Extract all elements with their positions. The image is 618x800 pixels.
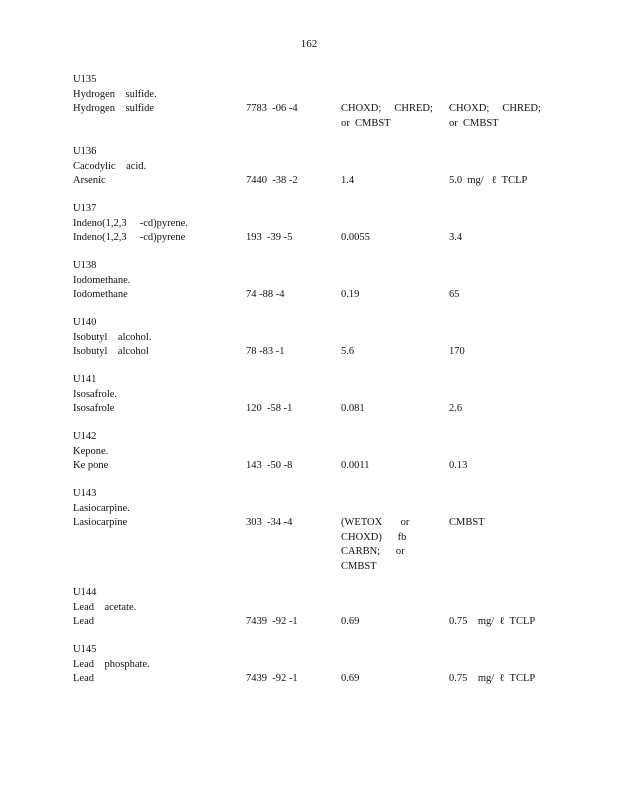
cas-number: 7439 -92 -1 bbox=[246, 616, 298, 627]
cas-number: 120 -58 -1 bbox=[246, 403, 293, 414]
cas-number: 193 -39 -5 bbox=[246, 232, 293, 243]
wastewater-standard: 1.4 bbox=[341, 175, 355, 186]
waste-name: Cacodylic acid. bbox=[73, 160, 147, 172]
cas-number: 7440 -38 -2 bbox=[246, 175, 298, 186]
waste-entry bbox=[73, 145, 573, 189]
cas-number: 143 -50 -8 bbox=[246, 460, 293, 471]
waste-code: U145 bbox=[73, 644, 97, 655]
nonwastewater-standard: 0.75 mg/ ℓ TCLP bbox=[449, 616, 536, 627]
waste-name: Isosafrole. bbox=[73, 388, 118, 400]
waste-code: U135 bbox=[73, 74, 97, 85]
waste-name: Iodomethane. bbox=[73, 274, 131, 286]
wastewater-standard: 0.0055 bbox=[341, 232, 370, 243]
cas-number: 74 -88 -4 bbox=[246, 289, 285, 300]
waste-entry bbox=[73, 487, 573, 572]
cas-number: 7783 -06 -4 bbox=[246, 103, 298, 114]
wastewater-standard: 0.0011 bbox=[341, 460, 370, 471]
waste-name: Lasiocarpine. bbox=[73, 502, 130, 514]
waste-entry bbox=[73, 430, 573, 474]
regulated-constituent: Lead bbox=[73, 673, 94, 684]
waste-name: Indeno(1,2,3 -cd)pyrene. bbox=[73, 217, 188, 229]
waste-entry bbox=[73, 202, 573, 246]
waste-name: Kepone. bbox=[73, 445, 109, 457]
nonwastewater-standard: 5.0 mg/ ℓ TCLP bbox=[449, 175, 528, 186]
nonwastewater-standard: CHOXD; CHRED; or CMBST bbox=[449, 103, 541, 129]
waste-entry bbox=[73, 73, 573, 129]
regulated-constituent: Lead bbox=[73, 616, 94, 627]
regulated-constituent: Ke pone bbox=[73, 460, 109, 471]
wastewater-standard: (WETOX or CHOXD) fb CARBN; or CMBST bbox=[341, 517, 410, 572]
wastewater-standard: 0.081 bbox=[341, 403, 365, 414]
waste-name: Lead acetate. bbox=[73, 601, 137, 613]
regulated-constituent: Isobutyl alcohol bbox=[73, 346, 149, 357]
cas-number: 7439 -92 -1 bbox=[246, 673, 298, 684]
waste-name: Isobutyl alcohol. bbox=[73, 331, 152, 343]
regulated-constituent: Arsenic bbox=[73, 175, 106, 186]
waste-code: U141 bbox=[73, 374, 97, 385]
waste-name: Lead phosphate. bbox=[73, 658, 150, 670]
waste-code: U140 bbox=[73, 317, 97, 328]
waste-code: U142 bbox=[73, 431, 97, 442]
wastewater-standard: CHOXD; CHRED; or CMBST bbox=[341, 103, 433, 129]
regulated-constituent: Indeno(1,2,3 -cd)pyrene bbox=[73, 232, 186, 243]
waste-code: U144 bbox=[73, 587, 97, 598]
nonwastewater-standard: 3.4 bbox=[449, 232, 463, 243]
regulated-constituent: Isosafrole bbox=[73, 403, 115, 414]
nonwastewater-standard: CMBST bbox=[449, 517, 485, 528]
waste-code: U136 bbox=[73, 146, 97, 157]
waste-code: U137 bbox=[73, 203, 97, 214]
waste-code: U138 bbox=[73, 260, 97, 271]
wastewater-standard: 0.69 bbox=[341, 616, 360, 627]
waste-code: U143 bbox=[73, 488, 97, 499]
regulated-constituent: Hydrogen sulfide bbox=[73, 103, 155, 114]
nonwastewater-standard: 2.6 bbox=[449, 403, 463, 414]
waste-entry bbox=[73, 259, 573, 303]
waste-entry bbox=[73, 373, 573, 417]
regulated-constituent: Lasiocarpine bbox=[73, 517, 128, 528]
wastewater-standard: 0.69 bbox=[341, 673, 360, 684]
nonwastewater-standard: 0.13 bbox=[449, 460, 468, 471]
nonwastewater-standard: 0.75 mg/ ℓ TCLP bbox=[449, 673, 536, 684]
waste-entry bbox=[73, 586, 573, 630]
waste-name: Hydrogen sulfide. bbox=[73, 88, 157, 100]
wastewater-standard: 5.6 bbox=[341, 346, 355, 357]
cas-number: 78 -83 -1 bbox=[246, 346, 285, 357]
cas-number: 303 -34 -4 bbox=[246, 517, 293, 528]
wastewater-standard: 0.19 bbox=[341, 289, 360, 300]
regulated-constituent: Iodomethane bbox=[73, 289, 128, 300]
waste-entry bbox=[73, 316, 573, 360]
waste-entry bbox=[73, 643, 573, 687]
page-number: 162 bbox=[300, 38, 318, 50]
nonwastewater-standard: 65 bbox=[449, 289, 460, 300]
nonwastewater-standard: 170 bbox=[449, 346, 465, 357]
